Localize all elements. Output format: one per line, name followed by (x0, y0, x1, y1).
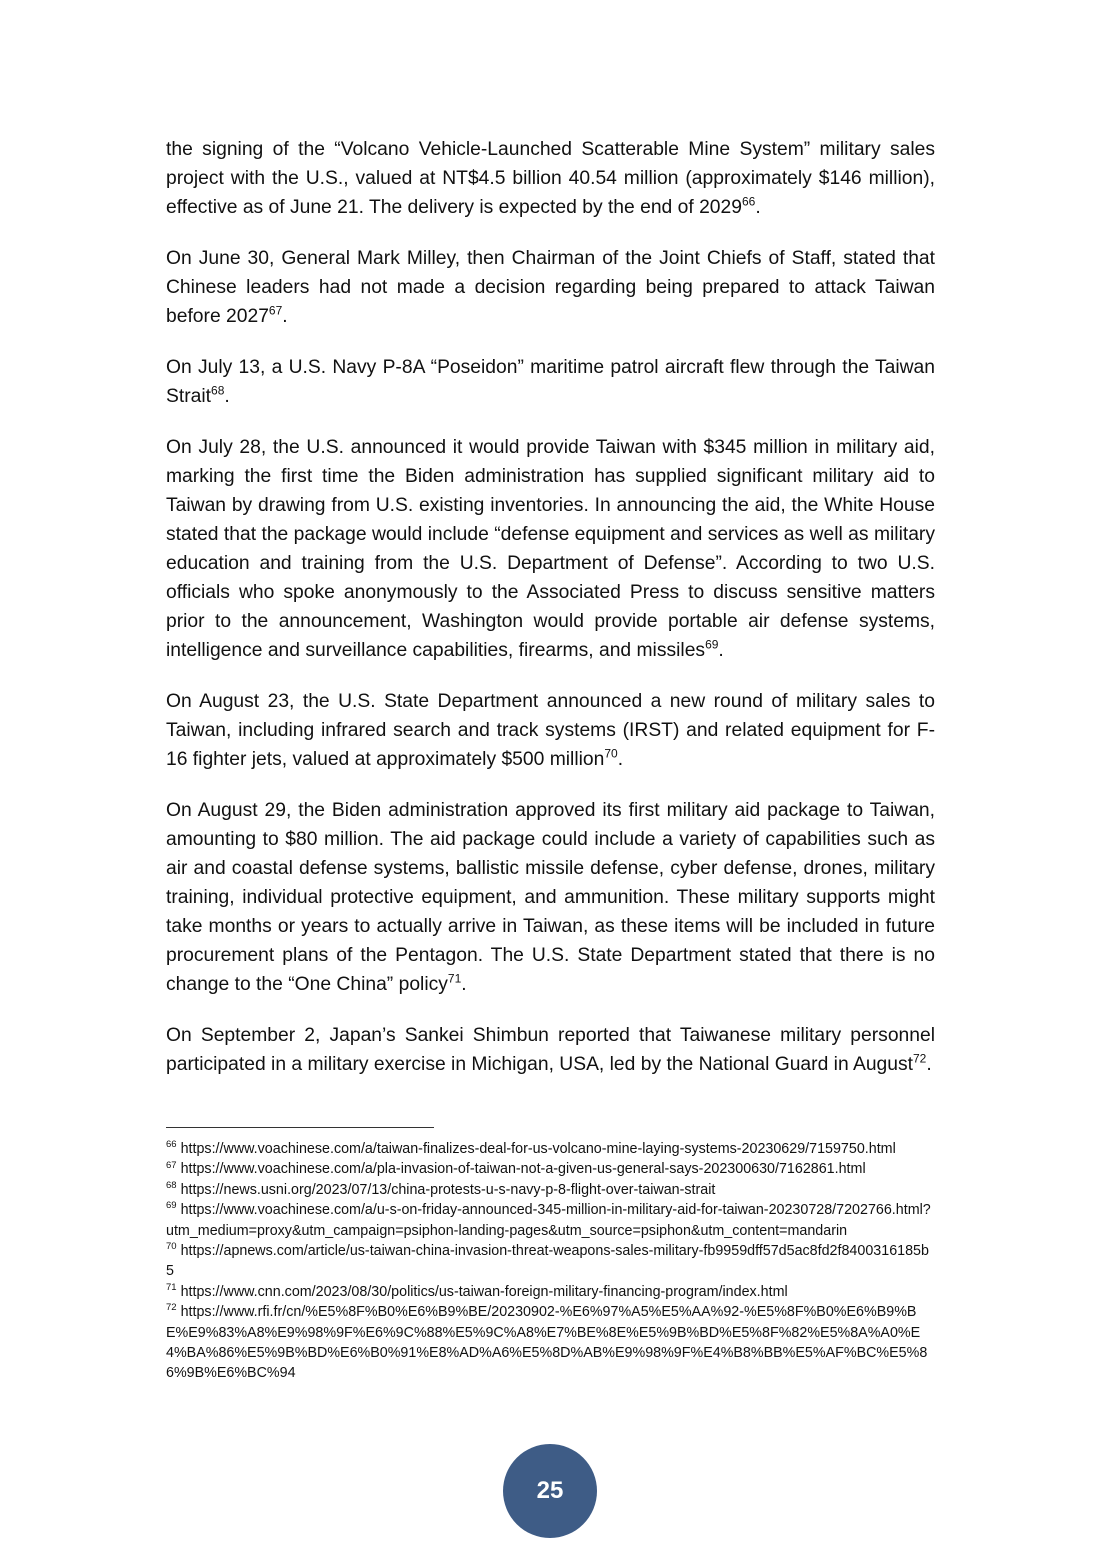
paragraph-text: . (461, 974, 467, 995)
paragraph (166, 687, 935, 774)
paragraph-text: . (926, 1054, 932, 1075)
footnote-link[interactable]: https://www.voachinese.com/a/taiwan-finalizes-deal-for-us-volcano-mine-laying-systems-20230629/7159750.html (180, 1141, 896, 1157)
paragraph-text: . (755, 197, 761, 218)
footnote-reference[interactable]: 68 (211, 383, 225, 398)
footnote-link[interactable]: https://www.cnn.com/2023/08/30/politics/us-taiwan-foreign-military-financing-program/index.html (180, 1283, 788, 1300)
paragraph (166, 353, 935, 411)
footnote (166, 1302, 936, 1384)
footnote (166, 1139, 936, 1159)
footnote-reference[interactable]: 70 (604, 746, 618, 761)
paragraph (166, 1021, 935, 1079)
footnote (166, 1241, 936, 1282)
footnote-reference[interactable]: 72 (913, 1051, 927, 1066)
footnote-divider (166, 1127, 434, 1128)
footnote-number: 70 (166, 1241, 177, 1253)
footnote-reference[interactable]: 69 (705, 637, 719, 652)
paragraph-text: . (282, 306, 288, 327)
footnote (166, 1282, 936, 1302)
paragraph (166, 433, 935, 665)
paragraph-text: On September 2, Japan’s Sankei Shimbun reported that Taiwanese military personnel participated in a military exercise in Michigan, USA, led by the National Guard in August (166, 1025, 935, 1075)
paragraph-text: . (224, 386, 230, 407)
footnote-link[interactable]: https://news.usni.org/2023/07/13/china-protests-u-s-navy-p-8-flight-over-taiwan-strait (180, 1181, 716, 1198)
footnote-reference[interactable]: 67 (268, 303, 283, 318)
footnote (166, 1180, 936, 1200)
paragraph-text: . (718, 640, 724, 661)
paragraph (166, 796, 935, 999)
page-number-badge (503, 1444, 597, 1538)
footnotes (166, 1139, 936, 1384)
paragraph (166, 135, 935, 222)
page-number: 25 (536, 1477, 564, 1504)
footnote-link[interactable]: https://apnews.com/article/us-taiwan-china-invasion-threat-weapons-sales-military-fb9959dff57d5ac8fd2f8400316185b5 (166, 1243, 929, 1280)
paragraph-text: On August 29, the Biden administration approved its first military aid package to Taiwan, amounting to $80 million. The aid package could include a variety of capabilities such as air and coastal defense systems, ballistic missile defense, cyber defense, drones, military training, individual protective equipment, and ammunition. These military supports might take months or years to actually arrive in Taiwan, as these items will be included in future procurement plans of the Pentagon. The U.S. State Department stated that there is no change to the “One China” policy (166, 800, 935, 995)
paragraph-text: On July 13, a U.S. Navy P-8A “Poseidon” maritime patrol aircraft flew through the Taiwan Strait (166, 357, 935, 407)
footnote-reference[interactable]: 66 (741, 194, 756, 209)
paragraph-text: On June 30, General Mark Milley, then Chairman of the Joint Chiefs of Staff, stated that Chinese leaders had not made a decision regarding being prepared to attack Taiwan before 2027 (166, 248, 935, 327)
footnote-reference[interactable]: 71 (447, 971, 462, 986)
footnote-link[interactable]: https://www.voachinese.com/a/u-s-on-friday-announced-345-million-in-military-aid-for-taiwan-20230728/7202766.html?utm_medium=proxy&utm_campaign=psiphon-landing-pages&utm_source=psiphon&utm_content=mandarin (166, 1202, 931, 1239)
paragraph (166, 244, 935, 331)
footnote-number: 67 (166, 1159, 177, 1171)
footnote (166, 1159, 936, 1179)
paragraph-text: On August 23, the U.S. State Department announced a new round of military sales to Taiwan, including infrared search and track systems (IRST) and related equipment for F-16 fighter jets, valued at approximately $500 million (166, 691, 935, 770)
footnote-number: 66 (166, 1139, 177, 1151)
footnote-link[interactable]: https://www.rfi.fr/cn/%E5%8F%B0%E6%B9%BE/20230902-%E6%97%A5%E5%AA%92-%E5%8F%B0%E6%B9%BE%E9%83%A8%E9%98%9F%E6%9C%88%E5%9C%A8%E7%BE%8E%E5%9B%BD%E5%8F%82%E5%8A%A0%E4%BA%86%E5%9B%BD%E6%B0%91%E8%AD%A6%E5%8D%AB%E9%98%9F%E4%B8%BB%E5%AF%BC%E5%86%9B%E6%BC%94 (166, 1304, 928, 1382)
footnote-number: 69 (166, 1200, 177, 1212)
body-text (166, 135, 935, 1101)
footnote-number: 68 (166, 1180, 177, 1192)
paragraph-text: . (617, 749, 624, 770)
paragraph-text: the signing of the “Volcano Vehicle-Launched Scatterable Mine System” military sales project with the U.S., valued at NT$4.5 billion 40.54 million (approximately $146 million), effective as of June 21. The delivery is expected by the end of 2029 (166, 139, 935, 218)
footnote (166, 1200, 936, 1241)
footnote-number: 71 (166, 1282, 177, 1294)
footnote-link[interactable]: https://www.voachinese.com/a/pla-invasion-of-taiwan-not-a-given-us-general-says-202300630/7162861.html (180, 1161, 866, 1178)
paragraph-text: On July 28, the U.S. announced it would provide Taiwan with $345 million in military aid, marking the first time the Biden administration has supplied significant military aid to Taiwan by drawing from U.S. existing inventories. In announcing the aid, the White House stated that the package would include “defense equipment and services as well as military education and training from the U.S. Department of Defense”. According to two U.S. officials who spoke anonymously to the Associated Press to discuss sensitive matters prior to the announcement, Washington would provide portable air defense systems, intelligence and surveillance capabilities, firearms, and missiles (166, 437, 935, 661)
footnote-number: 72 (166, 1302, 177, 1314)
